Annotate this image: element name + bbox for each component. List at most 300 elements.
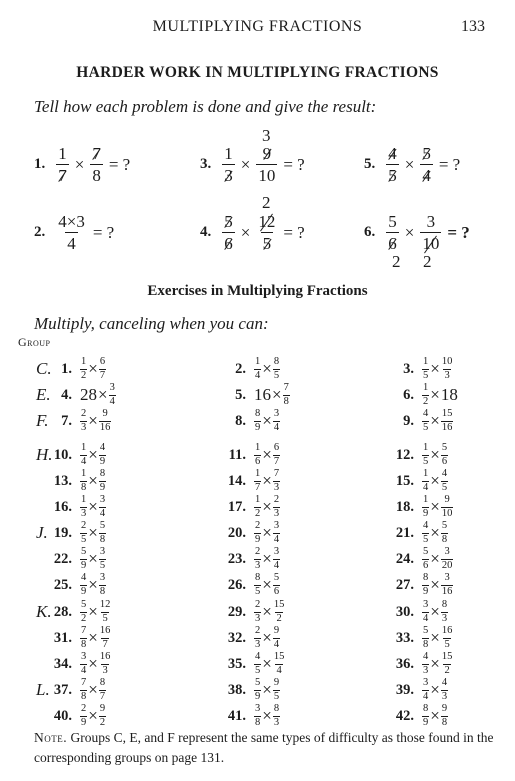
exercise-row [0, 357, 515, 383]
exercise-item [380, 443, 448, 467]
whole-number: 18 [440, 385, 458, 404]
exercise-item [212, 443, 280, 467]
exercise-item [212, 469, 280, 493]
exercise-expression [254, 652, 285, 676]
numerator: 5 [81, 599, 87, 610]
numerator: 9 [273, 625, 280, 636]
exercise-item [38, 521, 106, 545]
denominator: 3 [444, 369, 450, 381]
group-label: J. [36, 523, 48, 542]
denominator: 5 [255, 585, 261, 597]
fraction [422, 678, 429, 702]
exercise-item [212, 626, 280, 650]
denominator: 9 [81, 585, 87, 597]
times-sign: × [430, 602, 440, 621]
group-label: L. [36, 680, 50, 699]
fraction [273, 573, 280, 597]
times-sign: × [262, 523, 272, 542]
fraction [441, 547, 454, 571]
numerator: 2 [81, 703, 87, 714]
equals-question: = ? [283, 154, 305, 174]
exercise-expression [80, 678, 106, 702]
fraction [441, 626, 454, 650]
exercise-item [38, 626, 111, 650]
times-sign: × [88, 471, 98, 490]
times-sign: × [88, 628, 98, 647]
fraction: $\frac{9}{10}$ [258, 144, 276, 185]
times-sign: × [240, 154, 251, 174]
numerator: 7 [81, 625, 87, 636]
denominator: 9 [81, 716, 87, 728]
exercise-item [380, 409, 453, 433]
numerator: 1 [423, 356, 429, 367]
exercise-number: 24. [395, 550, 414, 567]
numerator: 2 [81, 520, 87, 531]
exercise-expression [254, 409, 280, 433]
denominator: 5 [423, 455, 429, 467]
exercise-number: 27. [395, 576, 414, 593]
problem-4 [200, 213, 306, 252]
fraction [254, 626, 261, 650]
times-sign: × [262, 359, 272, 378]
fraction [386, 145, 399, 184]
exercise-expression [80, 443, 106, 467]
denominator: 2 [444, 664, 450, 676]
fraction [273, 495, 280, 519]
exercise-row [0, 383, 515, 409]
numerator: 1 [255, 442, 261, 453]
exercise-item [380, 626, 453, 650]
fraction [422, 573, 429, 597]
times-sign: × [430, 385, 440, 404]
times-sign: × [430, 575, 440, 594]
numerator: 8 [255, 572, 261, 583]
fraction [80, 443, 87, 467]
fraction [441, 573, 454, 597]
cancelled-digit: 3 [224, 166, 233, 185]
times-sign: × [262, 628, 272, 647]
exercise-expression [254, 495, 280, 519]
equals-question: = ? [108, 154, 131, 174]
footnote [34, 728, 494, 768]
numerator: 4 [441, 468, 448, 479]
times-sign: × [430, 445, 440, 464]
exercise-number: 5. [235, 386, 246, 403]
exercise-number: 23. [227, 550, 246, 567]
denominator: 5 [99, 559, 106, 571]
denominator: 5 [423, 533, 429, 545]
fraction [254, 409, 261, 433]
denominator: 7 [99, 690, 106, 702]
exercise-row [0, 469, 515, 495]
exercise-item [380, 678, 448, 702]
exercise-expression [80, 704, 106, 728]
fraction [422, 704, 429, 728]
exercise-number: 14. [227, 472, 246, 489]
equals-question: = ? [438, 154, 461, 174]
denominator: 3 [441, 612, 448, 624]
group-label: K. [36, 602, 52, 621]
denominator: 8 [423, 638, 429, 650]
fraction [420, 145, 433, 184]
numerator: 1 [423, 468, 429, 479]
numerator: 3 [99, 494, 106, 505]
exercise-number: 21. [395, 524, 414, 541]
instruction-text: Tell how each problem is done and give the result: [34, 97, 377, 116]
fraction [273, 409, 280, 433]
denominator: 8 [441, 533, 448, 545]
numerator: 3 [99, 546, 106, 557]
fraction [254, 357, 261, 381]
denominator: 7 [99, 369, 106, 381]
denominator: 9 [423, 507, 429, 519]
fraction [80, 573, 87, 597]
fraction [422, 600, 429, 624]
times-sign: × [88, 411, 98, 430]
cancelled-digit: 10 [422, 234, 440, 253]
cancelled-digit: 5 [388, 166, 397, 185]
numerator: 8 [423, 703, 429, 714]
exercise-number: 38. [227, 681, 246, 698]
exercise-row [0, 521, 515, 547]
denominator: 16 [441, 421, 453, 433]
cancellation-quotient: 2 [392, 252, 401, 271]
numerator: 2 [255, 546, 261, 557]
numerator: 2 [273, 494, 280, 505]
fraction [222, 213, 235, 252]
exercise-number: 4. [61, 386, 72, 403]
numerator: 15 [273, 651, 285, 662]
times-sign: × [262, 654, 272, 673]
denominator: 8 [81, 638, 87, 650]
denominator: 5 [102, 612, 108, 624]
numerator: 3 [81, 651, 87, 662]
exercise-expression [80, 495, 106, 519]
exercise-item [380, 573, 453, 597]
cancelled-digit: 7 [92, 144, 101, 163]
fraction [99, 521, 106, 545]
fraction [441, 600, 448, 624]
exercise-expression [422, 443, 448, 467]
exercise-item [380, 469, 448, 493]
note-text: Groups C, E, and F represent the same types of difficulty as those found in the corresponding groups on page 131. [34, 730, 494, 765]
numerator: 8 [273, 703, 280, 714]
exercise-number: 33. [395, 629, 414, 646]
problem-2 [34, 213, 115, 252]
denominator: 5 [273, 690, 280, 702]
exercise-number: 3. [403, 360, 414, 377]
numerator: 2 [81, 408, 87, 419]
fraction [80, 678, 87, 702]
fraction [99, 547, 106, 571]
exercise-number: 29. [227, 603, 246, 620]
denominator: 6 [273, 585, 280, 597]
denominator: 9 [423, 716, 429, 728]
fraction [256, 213, 277, 252]
exercise-item [212, 600, 285, 624]
numerator: 1 [81, 468, 87, 479]
fraction [99, 704, 106, 728]
equals-question: = ? [92, 222, 115, 242]
numerator: 7 [273, 468, 280, 479]
exercise-expression [80, 573, 106, 597]
exercise-expression [80, 383, 116, 407]
exercise-number: 41. [227, 707, 246, 724]
denominator: 6 [255, 455, 261, 467]
problem-number: 6. [364, 224, 376, 240]
fraction [99, 652, 112, 676]
exercise-row [0, 495, 515, 521]
fraction [254, 573, 261, 597]
denominator: 3 [81, 421, 87, 433]
numerator: 15 [273, 599, 285, 610]
numerator: 1 [255, 468, 261, 479]
exercise-number: 42. [395, 707, 414, 724]
numerator: 3 [423, 677, 429, 688]
exercise-row [0, 600, 515, 626]
fraction [99, 443, 106, 467]
exercise-number: 31. [53, 629, 72, 646]
exercise-number: 19. [53, 524, 72, 541]
whole-number: 28 [80, 385, 97, 404]
fraction [99, 469, 106, 493]
fraction [80, 469, 87, 493]
denominator: 3 [255, 559, 261, 571]
fraction [254, 495, 261, 519]
fraction [422, 357, 429, 381]
denominator: 4 [423, 690, 429, 702]
times-sign: × [240, 222, 251, 242]
denominator: 3 [423, 664, 429, 676]
fraction [80, 626, 87, 650]
problem-number: 4. [200, 224, 212, 240]
cancelled-digit: 4 [388, 144, 397, 163]
fraction [441, 469, 448, 493]
exercise-expression [80, 652, 111, 676]
group-label: F. [36, 411, 49, 430]
times-sign: × [430, 549, 440, 568]
numerator: 1 [423, 494, 429, 505]
numerator: 9 [441, 703, 448, 714]
exercise-item [38, 469, 106, 493]
exercise-number: 34. [53, 655, 72, 672]
exercise-item [38, 443, 106, 467]
numerator: 8 [273, 356, 280, 367]
exercise-row [0, 443, 515, 469]
denominator: 5 [441, 481, 448, 493]
times-sign: × [262, 680, 272, 699]
numerator: 4 [441, 677, 448, 688]
exercise-number: 7. [61, 412, 72, 429]
numerator: 8 [441, 599, 448, 610]
times-sign: × [88, 445, 98, 464]
numerator: 4 [423, 520, 429, 531]
problem-6 [364, 213, 471, 252]
fraction: $\frac{4\times 3}{4}$ [58, 212, 85, 253]
exercise-expression [254, 357, 280, 381]
denominator: 4 [276, 664, 282, 676]
exercise-row [0, 652, 515, 678]
cancellation-quotient: 2 [423, 252, 432, 271]
denominator: 9 [423, 585, 429, 597]
cancelled-digit: 5 [262, 234, 272, 253]
exercise-expression [422, 495, 453, 519]
numerator: 5 [81, 546, 87, 557]
fraction [254, 704, 261, 728]
fraction [422, 547, 429, 571]
numerator: 16 [99, 651, 111, 662]
exercise-expression [422, 600, 448, 624]
exercise-number: 35. [227, 655, 246, 672]
fraction [273, 443, 280, 467]
exercise-item [212, 704, 280, 728]
exercise-expression [422, 626, 453, 650]
fraction: $\frac{1}{7}$ [58, 144, 67, 185]
exercise-item [38, 600, 111, 624]
denominator: 4 [99, 507, 106, 519]
times-sign: × [88, 706, 98, 725]
numerator: 6 [99, 356, 106, 367]
fraction [422, 469, 429, 493]
fraction [99, 357, 106, 381]
fraction: $\frac{5}{6}$ [388, 212, 397, 253]
denominator: 8 [283, 395, 289, 407]
denominator: 4 [81, 664, 87, 676]
denominator: 4 [109, 395, 115, 407]
exercise-number: 37. [53, 681, 72, 698]
fraction [283, 383, 290, 407]
times-sign: × [88, 359, 98, 378]
numerator: 5 [255, 677, 261, 688]
exercise-expression [254, 600, 285, 624]
denominator: 8 [99, 533, 106, 545]
fraction [273, 469, 280, 493]
exercise-expression [80, 357, 106, 381]
exercise-number: 12. [395, 446, 414, 463]
fraction [80, 409, 87, 433]
numerator: 3 [273, 408, 280, 419]
equals-question: = ? [447, 222, 470, 242]
exercise-expression [80, 521, 106, 545]
denominator: 5 [273, 369, 280, 381]
fraction [80, 521, 87, 545]
fraction [273, 626, 280, 650]
exercise-number: 8. [235, 412, 246, 429]
problem-number: 2. [34, 224, 46, 240]
fraction [441, 443, 448, 467]
exercise-item [212, 357, 280, 381]
numerator: 5 [273, 572, 280, 583]
exercise-item [380, 547, 453, 571]
denominator: 9 [99, 481, 106, 493]
fraction [254, 547, 261, 571]
fraction [254, 443, 261, 467]
fraction [254, 652, 261, 676]
denominator: 3 [273, 507, 280, 519]
exercise-expression [422, 383, 458, 407]
fraction [441, 678, 448, 702]
cancelled-digit: 6 [224, 234, 233, 253]
times-sign: × [430, 628, 440, 647]
exercise-number: 11. [228, 446, 246, 463]
numerator: 4 [423, 651, 429, 662]
exercise-expression [254, 521, 280, 545]
denominator: 2 [81, 369, 87, 381]
denominator: 2 [423, 395, 429, 407]
exercise-item [38, 357, 106, 381]
times-sign: × [88, 602, 98, 621]
exercise-item [212, 547, 280, 571]
numerator: 4 [423, 408, 429, 419]
numerator: 4 [99, 442, 106, 453]
fraction [80, 495, 87, 519]
numerator: 1 [81, 494, 87, 505]
fraction [422, 626, 429, 650]
denominator: 8 [81, 481, 87, 493]
fraction [109, 383, 116, 407]
numerator: 7 [81, 677, 87, 688]
times-sign: × [430, 411, 440, 430]
denominator: 6 [441, 455, 448, 467]
cancellation-quotient: 3 [262, 126, 271, 145]
fraction [254, 521, 261, 545]
numerator: 8 [255, 408, 261, 419]
exercise-expression [422, 547, 453, 571]
denominator: 3 [81, 507, 87, 519]
exercise-row [0, 573, 515, 599]
fraction: $\frac{7}{8}$ [92, 144, 101, 185]
exercise-expression [80, 409, 111, 433]
problem-number: 3. [200, 156, 212, 172]
times-sign: × [430, 706, 440, 725]
numerator: 5 [441, 442, 448, 453]
exercise-item [212, 409, 280, 433]
numerator: 9 [444, 494, 450, 505]
denominator: 4 [423, 481, 429, 493]
denominator: 8 [81, 690, 87, 702]
problem-5 [364, 145, 461, 184]
exercise-number: 28. [53, 603, 72, 620]
exercise-expression [254, 443, 280, 467]
denominator: 9 [99, 455, 106, 467]
exercise-expression [422, 652, 453, 676]
denominator: 4 [273, 559, 280, 571]
denominator: 4 [81, 455, 87, 467]
numerator: 16 [99, 625, 111, 636]
denominator: 3 [255, 638, 261, 650]
times-sign: × [430, 654, 440, 673]
denominator: 4 [273, 421, 280, 433]
cancelled-digit: 4 [422, 166, 431, 185]
fraction [422, 409, 429, 433]
denominator: 3 [441, 690, 448, 702]
exercise-number: 6. [403, 386, 414, 403]
fraction [99, 573, 106, 597]
numerator: 9 [273, 677, 280, 688]
problem-number: 5. [364, 156, 376, 172]
exercise-number: 2. [235, 360, 246, 377]
numerator: 2 [255, 520, 261, 531]
fraction [99, 409, 112, 433]
exercise-row [0, 626, 515, 652]
numerator: 3 [444, 572, 450, 583]
times-sign: × [404, 154, 415, 174]
fraction [80, 704, 87, 728]
exercise-number: 40. [53, 707, 72, 724]
fraction [441, 409, 454, 433]
exercise-item [380, 600, 448, 624]
numerator: 3 [273, 546, 280, 557]
